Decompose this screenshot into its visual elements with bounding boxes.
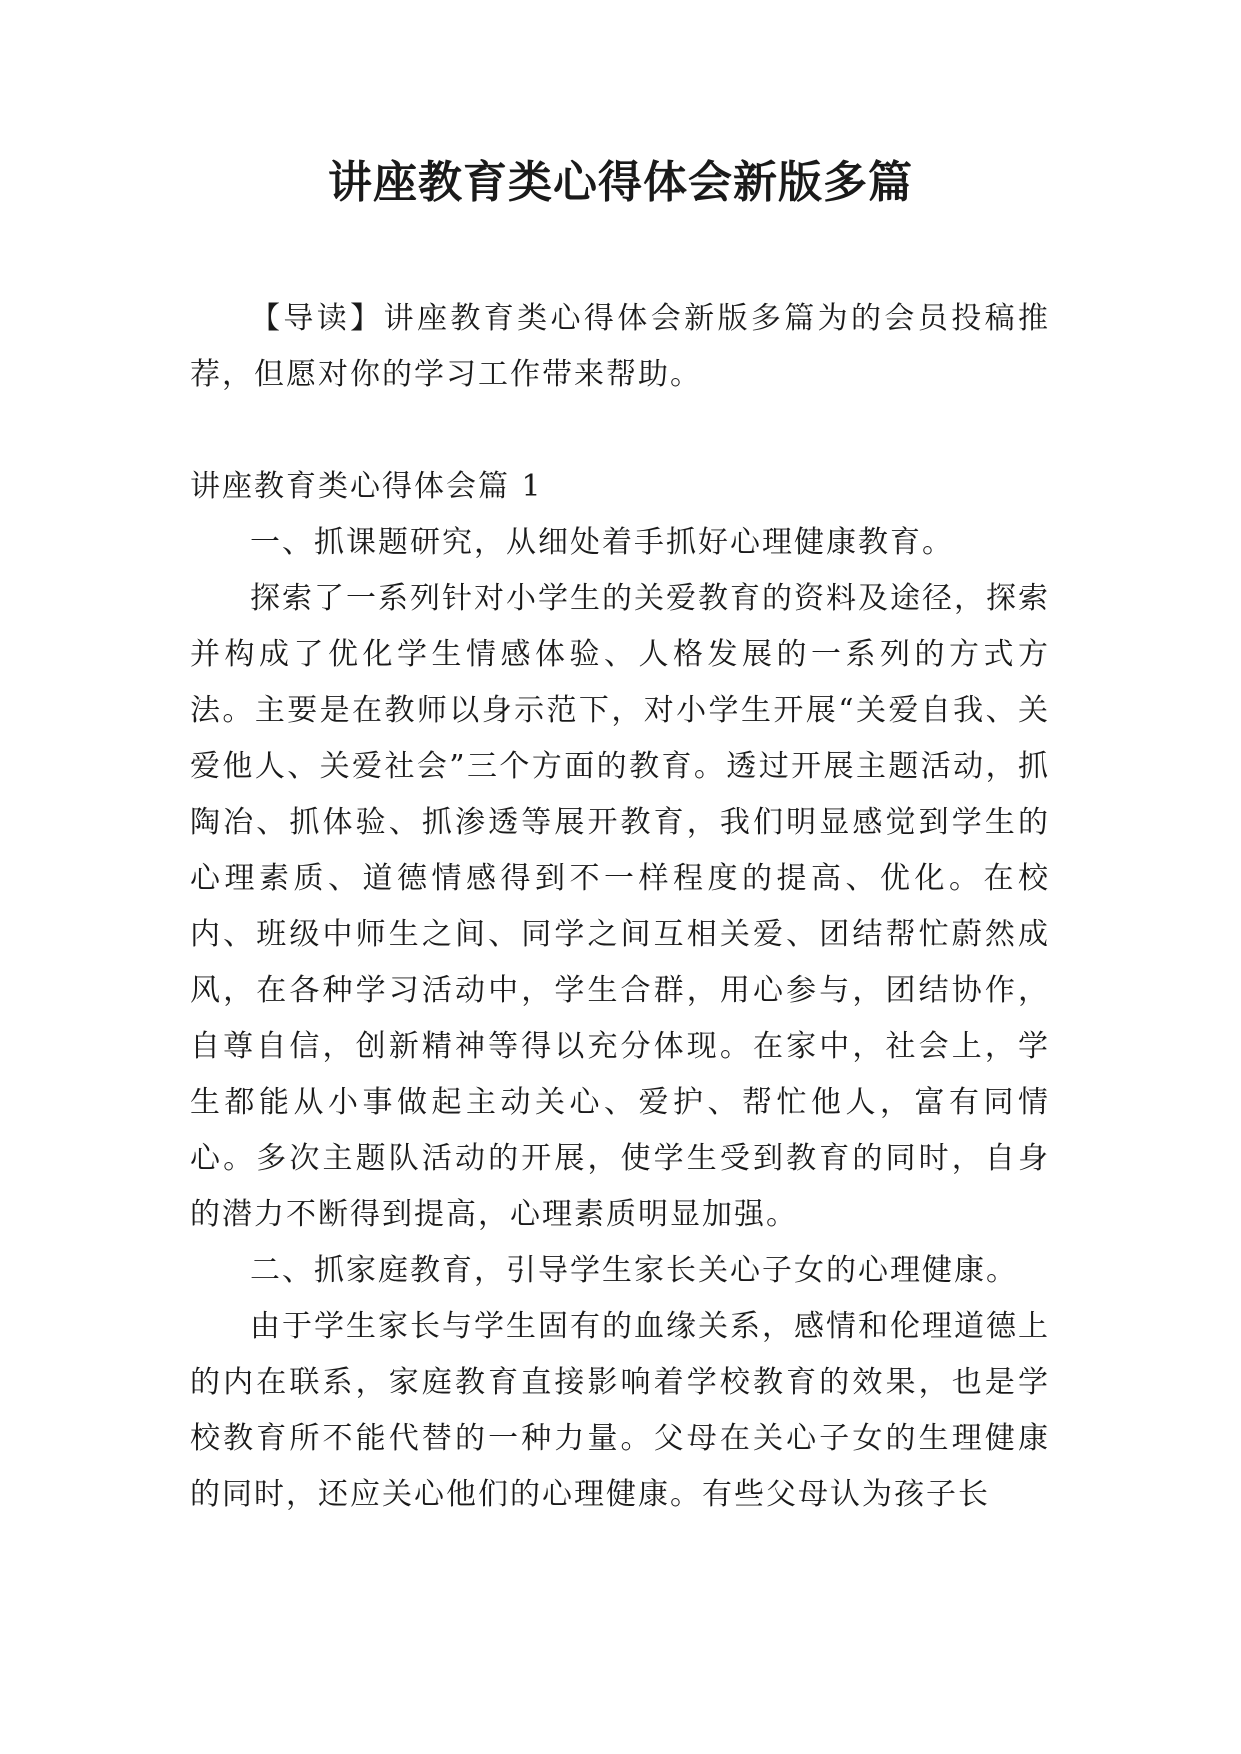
section-heading: 讲座教育类心得体会篇 1 <box>190 469 543 504</box>
body-paragraph: 探索了一系列针对小学生的关爱教育的资料及途径，探索并构成了优化学生情感体验、人格发展的一系列的方式方法。主要是在教师以身示范下，对小学生开展“关爱自我、关爱他人、关爱社会”三个方面的教育。透过开展主题活动，抓陶冶、抓体验、抓渗透等展开教育，我们明显感觉到学生的心理素质、道德情感得到不一样程度的提高、优化。在校内、班级中师生之间、同学之间互相关爱、团结帮忙蔚然成风，在各种学习活动中，学生合群，用心参与，团结协作，自尊自信，创新精神等得以充分体现。在家中，社会上，学生都能从小事做起主动关心、爱护、帮忙他人，富有同情心。多次主题队活动的开展，使学生受到教育的同时，自身的潜力不断得到提高，心理素质明显加强。 <box>190 581 1050 1232</box>
body-paragraph: 由于学生家长与学生固有的血缘关系，感情和伦理道德上的内在联系，家庭教育直接影响着学校教育的效果，也是学校教育所不能代替的一种力量。父母在关心子女的生理健康的同时，还应关心他们的心理健康。有些父母认为孩子长 <box>190 1309 1050 1512</box>
document-body <box>190 291 1050 1523</box>
paragraph-gap <box>190 403 1050 459</box>
body-paragraph: 一、抓课题研究，从细处着手抓好心理健康教育。 <box>250 525 954 560</box>
intro-paragraph: 【导读】讲座教育类心得体会新版多篇为的会员投稿推荐，但愿对你的学习工作带来帮助。 <box>190 301 1050 392</box>
body-paragraph: 二、抓家庭教育，引导学生家长关心子女的心理健康。 <box>250 1253 1018 1288</box>
document-title: 讲座教育类心得体会新版多篇 <box>328 157 913 208</box>
